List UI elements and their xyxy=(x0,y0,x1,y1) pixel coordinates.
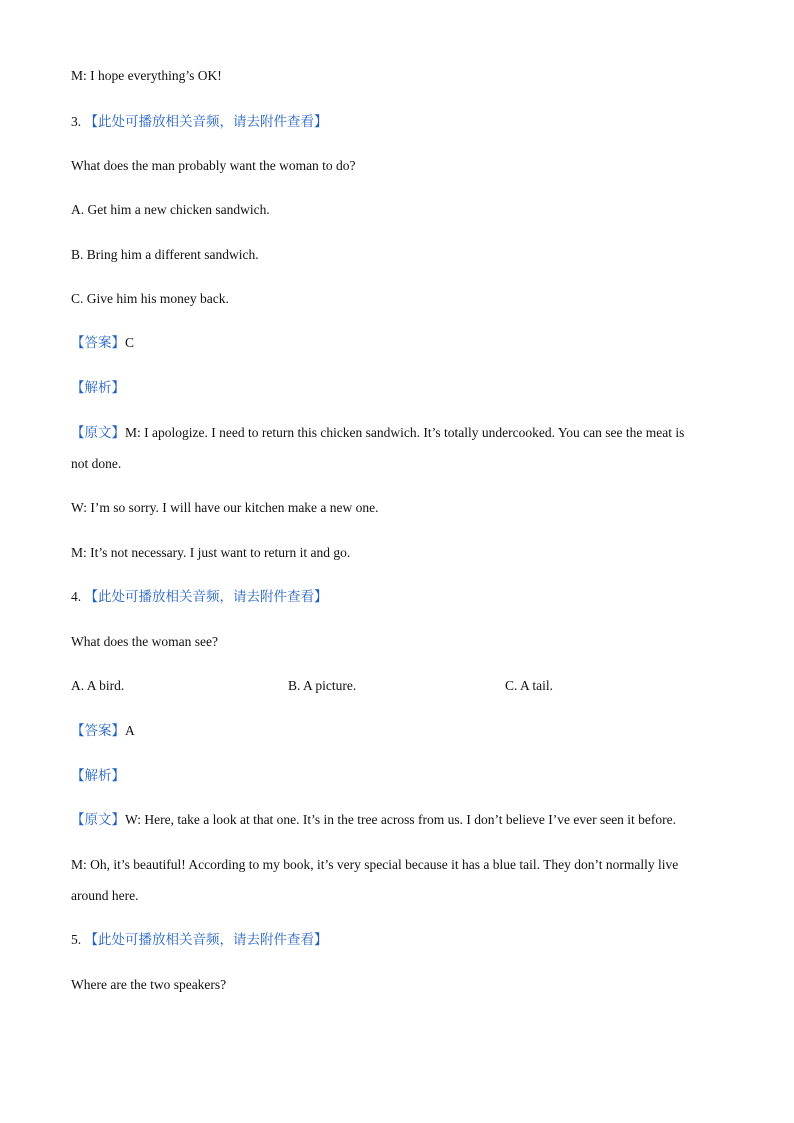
transcript-line: W: I’m so sorry. I will have our kitchen make a new one. xyxy=(71,500,379,515)
question-header-4: 4. 【此处可播放相关音频，请去附件查看】 xyxy=(71,589,328,604)
transcript-line: M: Oh, it’s beautiful! According to my book, it’s very special because it has a blue tail. They don’t normally live xyxy=(71,857,679,872)
option-a: A. A bird. xyxy=(71,678,125,693)
option-c: C. A tail. xyxy=(505,678,554,693)
answer-value: A xyxy=(125,723,135,738)
option-b: B. Bring him a different sandwich. xyxy=(71,247,259,262)
transcript-line: 【原文】M: I apologize. I need to return this chicken sandwich. It’s totally undercooked. You can see the meat is xyxy=(71,425,685,440)
question-text-3: What does the man probably want the woman to do? xyxy=(71,158,356,173)
transcript-line: around here. xyxy=(71,888,139,903)
question-header-5: 5. 【此处可播放相关音频，请去附件查看】 xyxy=(71,932,328,947)
question-header-3: 3. 【此处可播放相关音频，请去附件查看】 xyxy=(71,114,328,129)
answer-line xyxy=(71,334,134,352)
bracket-label: 【原文】 xyxy=(71,425,125,440)
question-text-5: Where are the two speakers? xyxy=(71,977,227,992)
transcript-line: M: It’s not necessary. I just want to return it and go. xyxy=(71,545,351,560)
option-b: B. A picture. xyxy=(288,678,357,693)
question-text-4: What does the woman see? xyxy=(71,634,218,649)
bracket-label: 【此处可播放相关音频，请去附件查看】 xyxy=(84,114,328,129)
transcript-line: not done. xyxy=(71,456,122,471)
answer-label: 【答案】 xyxy=(71,335,125,350)
transcript-line: 【原文】W: Here, take a look at that one. It’s in the tree across from us. I don’t believe I’ve ever seen it before. xyxy=(71,812,677,827)
analysis-label: 【解析】 xyxy=(71,380,125,395)
bracket-label: 【此处可播放相关音频，请去附件查看】 xyxy=(84,589,328,604)
answer-line xyxy=(71,722,135,740)
answer-value: C xyxy=(125,335,135,350)
dialogue-line: M: I hope everything’s OK! xyxy=(71,68,222,83)
option-c: C. Give him his money back. xyxy=(71,291,229,306)
option-a: A. Get him a new chicken sandwich. xyxy=(71,202,270,217)
bracket-label: 【此处可播放相关音频，请去附件查看】 xyxy=(84,932,328,947)
analysis-label: 【解析】 xyxy=(71,768,125,783)
bracket-label: 【原文】 xyxy=(71,812,125,827)
answer-label: 【答案】 xyxy=(71,723,125,738)
